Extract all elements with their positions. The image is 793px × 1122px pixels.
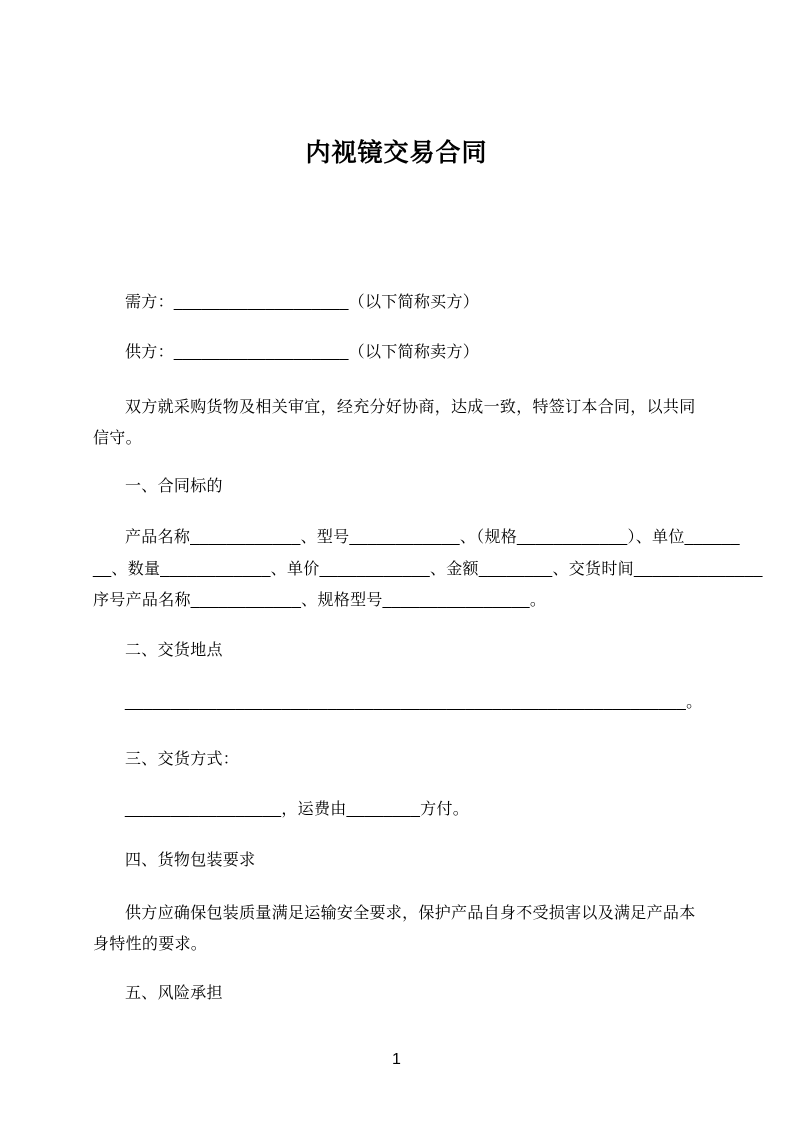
section3-heading: 三、交货方式： xyxy=(125,751,240,768)
page-number: 1 xyxy=(392,1051,401,1068)
document-title: 内视镜交易合同 xyxy=(305,139,488,167)
section1-product-line-1: 产品名称____________、型号____________、（规格____________）、单位______ xyxy=(125,529,740,546)
buyer-party-line: 需方：___________________（以下简称买方） xyxy=(125,294,480,311)
section2-heading: 二、交货地点 xyxy=(125,642,223,659)
section2-blank-line: _____________________________________________________________。 xyxy=(125,694,703,711)
section4-body-line-2: 身特性的要求。 xyxy=(93,936,208,953)
section1-product-line-3: 序号产品名称____________、规格型号________________。 xyxy=(93,592,547,609)
section5-heading: 五、风险承担 xyxy=(125,985,223,1002)
section1-product-line-2: __、数量____________、单价____________、金额________、交货时间______________ xyxy=(93,561,763,578)
section4-heading: 四、货物包装要求 xyxy=(125,852,256,869)
section4-body-line-1: 供方应确保包装质量满足运输安全要求，保护产品自身不受损害以及满足产品本 xyxy=(125,905,696,922)
preamble-line-2: 信守。 xyxy=(93,430,142,447)
supplier-party-line: 供方：___________________（以下简称卖方） xyxy=(125,344,480,361)
section3-freight-line: _________________，运费由________方付。 xyxy=(125,801,470,818)
section1-heading: 一、合同标的 xyxy=(125,478,223,495)
preamble-line-1: 双方就采购货物及相关审宜，经充分好协商，达成一致，特签订本合同，以共同 xyxy=(125,399,696,416)
